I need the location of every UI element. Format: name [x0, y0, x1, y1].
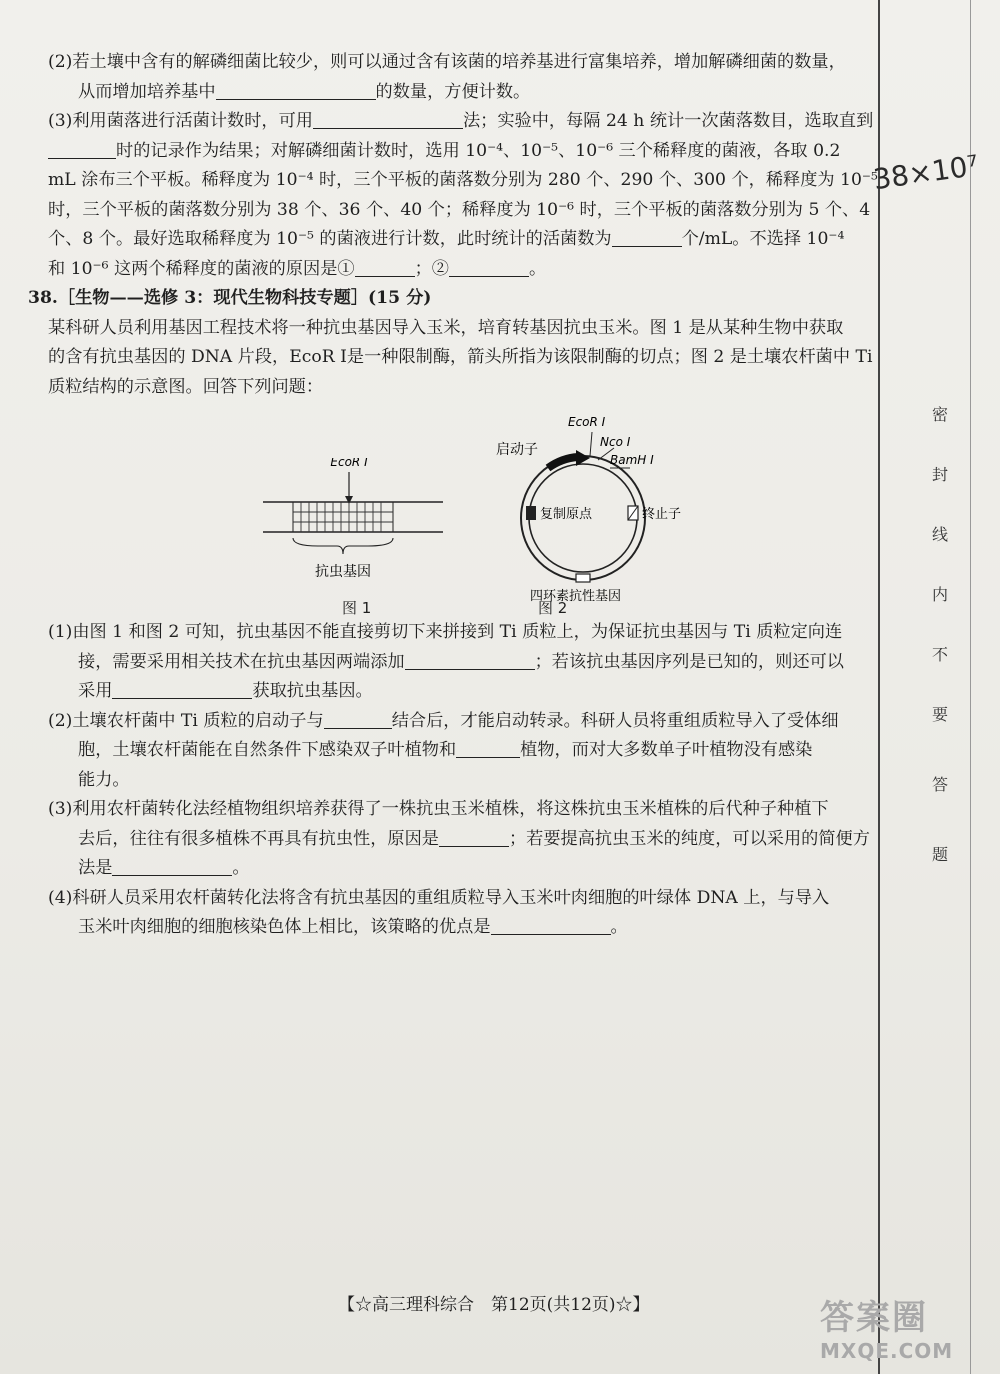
watermark-title: 答案圈 [820, 1298, 928, 1338]
q38-4-line-1: (4)科研人员采用农杆菌转化法将含有抗虫基因的重组质粒导入玉米叶肉细胞的叶绿体 DNA 上，与导入 [48, 887, 830, 908]
binding-line [878, 0, 880, 1374]
q38-1-line-1: (1)由图 1 和图 2 可知，抗虫基因不能直接剪切下来拼接到 Ti 质粒上，为保证抗虫基因与 Ti 质粒定向连 [48, 622, 843, 642]
page-edge-line [970, 0, 971, 1374]
fig2-bamhi-label: BamH Ⅰ [610, 453, 654, 467]
q3-line-6: 和 10⁻⁶ 这两个稀释度的菌液的原因是① ；② 。 [48, 255, 888, 285]
binding-char: 密 [931, 405, 948, 424]
q3-line-2: 时的记录作为结果；对解磷细菌计数时，选用 10⁻⁴、10⁻⁵、10⁻⁶ 三个稀释度的菌液，各取 0.2 [48, 137, 888, 167]
answer-blank[interactable] [112, 678, 252, 699]
q3-line-5: 个、8 个。最好选取稀释度为 10⁻⁵ 的菌液进行计数，此时统计的活菌数为 个/mL。不选择 10⁻⁴ [48, 225, 888, 255]
fig2-terminator-label: 终止子 [642, 507, 682, 522]
binding-char: 线 [931, 525, 948, 544]
figures [48, 410, 888, 618]
binding-char: 题 [931, 845, 948, 864]
fig2-ncoi-label: Nco Ⅰ [600, 435, 631, 449]
q38-2-line-2: 胞，土壤农杆菌能在自然条件下感染双子叶植物和 植物，而对大多数单子叶植物没有感染 [48, 736, 888, 766]
answer-blank[interactable] [449, 256, 529, 277]
fig2-ecori-label: EcoR Ⅰ [568, 415, 606, 429]
fig1-enzyme-label: EcoR Ⅰ [330, 458, 368, 469]
figure-2-ti-plasmid [478, 410, 708, 610]
q38-intro-2: 的含有抗虫基因的 DNA 片段，EcoR Ⅰ是一种限制酶，箭头所指为该限制酶的切点；图 2 是土壤农杆菌中 Ti [48, 347, 873, 367]
fig1-gene-label: 抗虫基因 [315, 564, 371, 580]
answer-blank[interactable] [405, 649, 535, 670]
binding-char: 封 [931, 465, 948, 484]
answer-blank[interactable] [48, 138, 116, 159]
q38-intro-3: 质粒结构的示意图。回答下列问题： [48, 376, 324, 397]
q38-intro-1: 某科研人员利用基因工程技术将一种抗虫基因导入玉米，培育转基因抗虫玉米。图 1 是从某种生物中获取 [48, 317, 844, 338]
q3-line-1: (3)利用菌落进行活菌计数时，可用 法；实验中，每隔 24 h 统计一次菌落数目，选取直到 [48, 107, 888, 137]
q2-line-1: (2)若土壤中含有的解磷细菌比较少，则可以通过含有该菌的培养基进行富集培养，增加解磷细菌的数量， [48, 52, 846, 72]
q3-line-4: 时，三个平板的菌落数分别为 38 个、36 个、40 个；稀释度为 10⁻⁶ 时，三个平板的菌落数分别为 5 个、4 [48, 199, 871, 220]
site-watermark [820, 1290, 990, 1370]
binding-char: 不 [931, 645, 948, 664]
answer-blank[interactable] [216, 79, 376, 100]
answer-blank[interactable] [112, 855, 232, 876]
answer-blank[interactable] [456, 737, 520, 758]
page-footer: 【☆高三理科综合 第12页(共12页)☆】 [338, 1295, 650, 1315]
binding-char: 内 [931, 585, 948, 604]
watermark-url: MXQE.COM [820, 1339, 954, 1363]
binding-strip [870, 0, 1000, 1374]
answer-blank[interactable] [439, 826, 509, 847]
binding-char: 答 [931, 775, 948, 794]
q2-line-2: 从而增加培养基中 的数量，方便计数。 [48, 78, 888, 108]
fig2-ori-label: 复制原点 [540, 507, 593, 522]
answer-blank[interactable] [313, 108, 463, 129]
figure-1-dna-fragment [263, 458, 443, 588]
handwritten-note: 38×10⁷ [871, 148, 981, 197]
answer-blank[interactable] [355, 256, 415, 277]
q38-header: 38.［生物——选修 3：现代生物科技专题］(15 分) [28, 288, 432, 308]
q38-2-line-3: 能力。 [78, 769, 130, 790]
figure-1-caption: 图 1 [342, 599, 372, 617]
q38-1-line-2: 接，需要采用相关技术在抗虫基因两端添加 ；若该抗虫基因序列是已知的，则还可以 [48, 648, 888, 678]
figure-2-caption: 图 2 [538, 599, 568, 617]
q3-line-3: mL 涂布三个平板。稀释度为 10⁻⁴ 时，三个平板的菌落数分别为 280 个、290 个、300 个，稀释度为 10⁻⁵ [48, 170, 878, 190]
q38-4-line-2: 玉米叶肉细胞的细胞核染色体上相比，该策略的优点是 。 [48, 913, 888, 943]
q38-2-line-1: (2)土壤农杆菌中 Ti 质粒的启动子与 结合后，才能启动转录。科研人员将重组质粒导入了受体细 [48, 707, 888, 737]
answer-blank[interactable] [491, 914, 611, 935]
q38-3-line-1: (3)利用农杆菌转化法经植物组织培养获得了一株抗虫玉米植株，将这株抗虫玉米植株的后代种子种植下 [48, 799, 829, 819]
q38-3-line-3: 法是 。 [48, 854, 888, 884]
binding-char: 要 [931, 705, 948, 724]
q38-3-line-2: 去后，往往有很多植株不再具有抗虫性，原因是 ；若要提高抗虫玉米的纯度，可以采用的简便方 [48, 825, 888, 855]
answer-blank[interactable] [612, 226, 682, 247]
fig2-tet-label: 四环素抗性基因 [530, 589, 622, 604]
q38-1-line-3: 采用 获取抗虫基因。 [48, 677, 888, 707]
fig2-promoter-label: 启动子 [496, 442, 538, 458]
question-content [28, 48, 888, 943]
answer-blank[interactable] [324, 708, 392, 729]
